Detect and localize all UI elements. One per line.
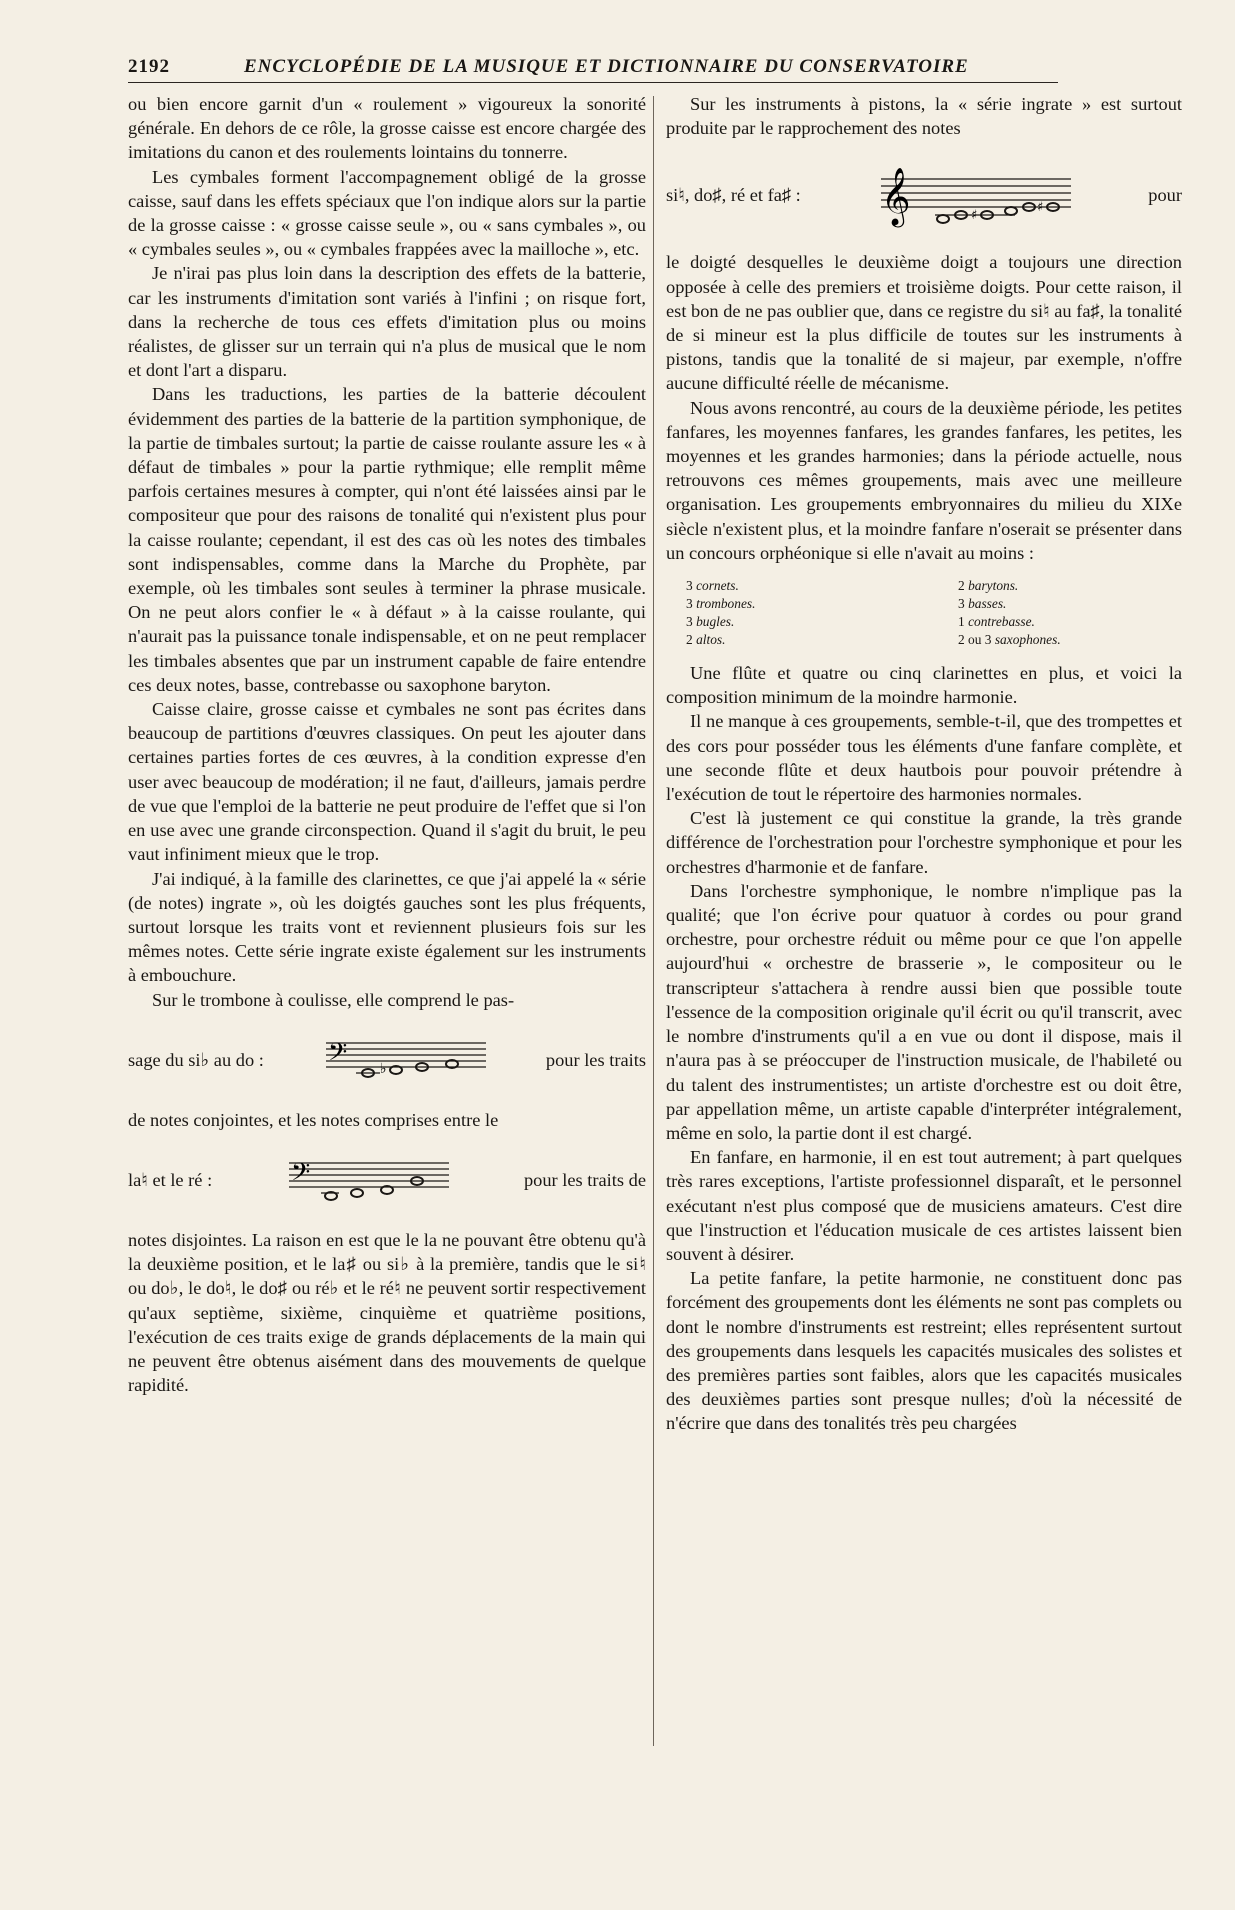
list-item: 2 altos.	[686, 632, 726, 648]
svg-text:𝄞: 𝄞	[880, 167, 911, 226]
paragraph: Dans les traductions, les parties de la batterie découlent évidemment des parties de la batterie de la partition symphonique, de la partie de timbales surtout; la partie de caisse roulante assure les « à défaut de timbales » pour la partie rythmique; elle remplit même parfois certaines mesures à compter, qui n'ont été laissées ainsi par le compositeur que pour des raisons de tonalité qui n'existent plus pour la caisse roulante; cependant, il est des cas où les notes des timbales sont indispensables, comme dans la Marche du Prophète, par exemple, où les timbales sont seules à terminer la phrase musicale. On ne peut alors confier le « à défaut » à la caisse roulante, qui n'aurait pas la puissance tonale indispensable, et on ne peut remplacer les timbales absentes que par un instrument capable de faire entendre ces deux notes, basse, contrebasse ou saxophone baryton.	[128, 384, 646, 695]
list-item: 1 contrebasse.	[958, 614, 1035, 630]
svg-text:♭: ♭	[379, 1060, 387, 1077]
paragraph: Nous avons rencontré, au cours de la deuxième période, les petites fanfares, les moyennes fanfares, les grandes fanfares, les petites, les moyennes et les grandes harmonies; dans la période actuelle, nous retrouvons ces mêmes groupements, mais avec une meilleure organisation. Les groupements embryonnaires du milieu du XIXe siècle n'existent plus, et la moindre fanfare n'oserait se présenter dans un concours orphéonique si elle n'avait au moins :	[666, 397, 1182, 563]
music-example-trombone-conjoint	[128, 1012, 646, 1108]
page-number: 2192	[128, 56, 170, 77]
list-item: 2 ou 3 saxophones.	[958, 632, 1061, 648]
music-label: la♮ et le ré :	[128, 1169, 213, 1190]
music-label: pour les traits de	[523, 1169, 646, 1190]
paragraph: J'ai indiqué, à la famille des clarinettes, ce que j'ai appelé la « série (de notes) ingrate », où les doigtés gauches sont les plus fréquents, surtout lorsque les traits vont et reviennent plusieurs fois sur les mêmes notes. Cette série ingrate existe également sur les instruments à embouchure.	[128, 868, 646, 986]
paragraph: Je n'irai pas plus loin dans la description des effets de la batterie, car les instruments d'imitation sont variés à l'infini ; on risque fort, dans la recherche de tous ces effets d'imitation plus ou moins réalistes, de glisser sur un terrain qui n'a plus de musical que le nom et dont l'art a disparu.	[128, 263, 646, 381]
paragraph: La petite fanfare, la petite harmonie, ne constituent donc pas forcément des groupements dont les éléments ne sont pas complets ou dont le nombre d'instruments est restreint; elles représentent surtout des groupements dans lesquels les capacités musicales des solistes et des premières parties sont faibles, alors que les capacités musicales des deuxièmes parties sont presque nulles; d'où la nécessité de n'écrire que dans des tonalités très peu chargées	[666, 1268, 1182, 1434]
svg-text:♯: ♯	[1036, 200, 1043, 216]
paragraph: C'est là justement ce qui constitue la grande, la très grande différence de l'orchestration pour l'orchestre symphonique et pour les orchestres d'harmonie et de fanfare.	[666, 808, 1182, 877]
column-divider	[653, 96, 654, 1746]
right-column	[666, 92, 1182, 1436]
left-column	[128, 92, 646, 1397]
paragraph: Une flûte et quatre ou cinq clarinettes en plus, et voici la composition minimum de la moindre harmonie.	[666, 663, 1182, 708]
paragraph: Il ne manque à ces groupements, semble-t-il, que des trompettes et des cors pour posséder tous les éléments d'une fanfare complète, et une seconde flûte et deux hautbois pour pouvoir prétendre à l'exécution de tout le répertoire des harmonies normales.	[666, 711, 1182, 805]
music-label: sage du si♭ au do :	[128, 1049, 264, 1070]
music-label: pour	[1148, 185, 1182, 206]
list-item: 3 trombones.	[686, 596, 756, 612]
paragraph: En fanfare, en harmonie, il en est tout autrement; à part quelques très rares exceptions, l'artiste professionnel disparaît, et le personnel exécutant n'est plus composé que de musiciens amateurs. C'est dire que l'instruction et l'éducation musicale de ces artistes laissent bien souvent à désirer.	[666, 1147, 1182, 1264]
list-item: 2 barytons.	[958, 578, 1019, 594]
instrument-list	[686, 577, 1182, 649]
paragraph: de notes conjointes, et les notes comprises entre le	[128, 1109, 499, 1130]
bass-staff-notation-figure	[320, 1035, 490, 1085]
running-title: ENCYCLOPÉDIE DE LA MUSIQUE ET DICTIONNAIRE DU CONSERVATOIRE	[244, 56, 969, 77]
bass-staff-notation-figure	[283, 1155, 453, 1205]
list-item: 3 cornets.	[686, 578, 739, 594]
music-example-pistons	[666, 140, 1182, 250]
paragraph: Caisse claire, grosse caisse et cymbales ne sont pas écrites dans beaucoup de partitions d'œuvres classiques. On peut les ajouter dans certaines parties fortes de ces œuvres, à la condition expresse d'en user avec beaucoup de modération; il ne faut, d'ailleurs, jamais perdre de vue que l'emploi de la batterie ne peut produire de l'effet que si l'on en use avec une grande circonspection. Quand il s'agit du bruit, le peu vaut infiniment mieux que le trop.	[128, 699, 646, 865]
paragraph: Sur le trombone à coulisse, elle comprend le pas-	[152, 989, 515, 1010]
paragraph: ou bien encore garnit d'un « roulement » vigoureux la sonorité générale. En dehors de ce rôle, la grosse caisse est encore chargée des imitations du canon et des roulements lointains du tonnerre.	[128, 94, 646, 163]
svg-text:♯: ♯	[970, 208, 977, 224]
list-item: 3 bugles.	[686, 614, 735, 630]
page-header	[128, 56, 1058, 83]
paragraph: Les cymbales forment l'accompagnement obligé de la grosse caisse, sauf dans les effets spéciaux que l'on indique alors sur la partie de la grosse caisse : « grosse caisse seule », ou « sans cymbales », ou « cymbales seules », ou « cymbales frappées avec la mailloche », etc.	[128, 166, 646, 260]
treble-staff-notation-figure	[875, 153, 1075, 237]
paragraph: Dans l'orchestre symphonique, le nombre n'implique pas la qualité; que l'on écrive pour quatuor à cordes ou pour grand orchestre, pour orchestre réduit ou même pour ce que l'on appelle aujourd'hui « orchestre de brasserie », le compositeur ou le transcripteur s'attachera à rendre aussi bien que possible toute l'essence de la composition originale qu'il écrit ou qu'il transcrit, avec le nombre d'instruments qu'il a en vue ou dont il dispose, mais il n'aura pas à se préoccuper de l'instruction musicale, de l'habileté ou du talent des instrumentistes; un artiste d'orchestre est ou doit être, par appellation même, un artiste capable d'interpréter intégralement, même en solo, la partie dont il est chargé.	[666, 880, 1182, 1143]
music-label: si♮, do♯, ré et fa♯ :	[666, 185, 801, 206]
paragraph: le doigté desquelles le deuxième doigt a toujours une direction opposée à celle des premiers et troisième doigts. Pour cette raison, il est bon de ne pas oublier que, dans ce registre du si♮ au fa♯, la tonalité de si mineur est la plus difficile de toutes sur les instruments à pistons, tandis que la tonalité de si majeur, par exemple, n'offre aucune difficulté réelle de mécanisme.	[666, 252, 1182, 394]
music-label: pour les traits	[545, 1049, 646, 1070]
paragraph: Sur les instruments à pistons, la « série ingrate » est surtout produite par le rapprochement des notes	[666, 94, 1182, 139]
svg-text:𝄢: 𝄢	[291, 1157, 311, 1193]
list-item: 3 basses.	[958, 596, 1007, 612]
svg-text:𝄢: 𝄢	[327, 1037, 348, 1073]
paragraph: notes disjointes. La raison en est que le la ne pouvant être obtenu qu'à la deuxième position, et le la♯ ou si♭ à la première, tandis que le si♮ ou do♭, le do♮, le do♯ ou ré♭ et le ré♮ ne peuvent sortir respectivement qu'aux septième, sixième, cinquième et quatrième positions, l'exécution de ces traits exige de grands déplacements de la main qui ne peuvent être obtenus aisément dans des mouvements de quelque rapidité.	[128, 1229, 646, 1396]
music-example-trombone-disjoint	[128, 1132, 646, 1228]
